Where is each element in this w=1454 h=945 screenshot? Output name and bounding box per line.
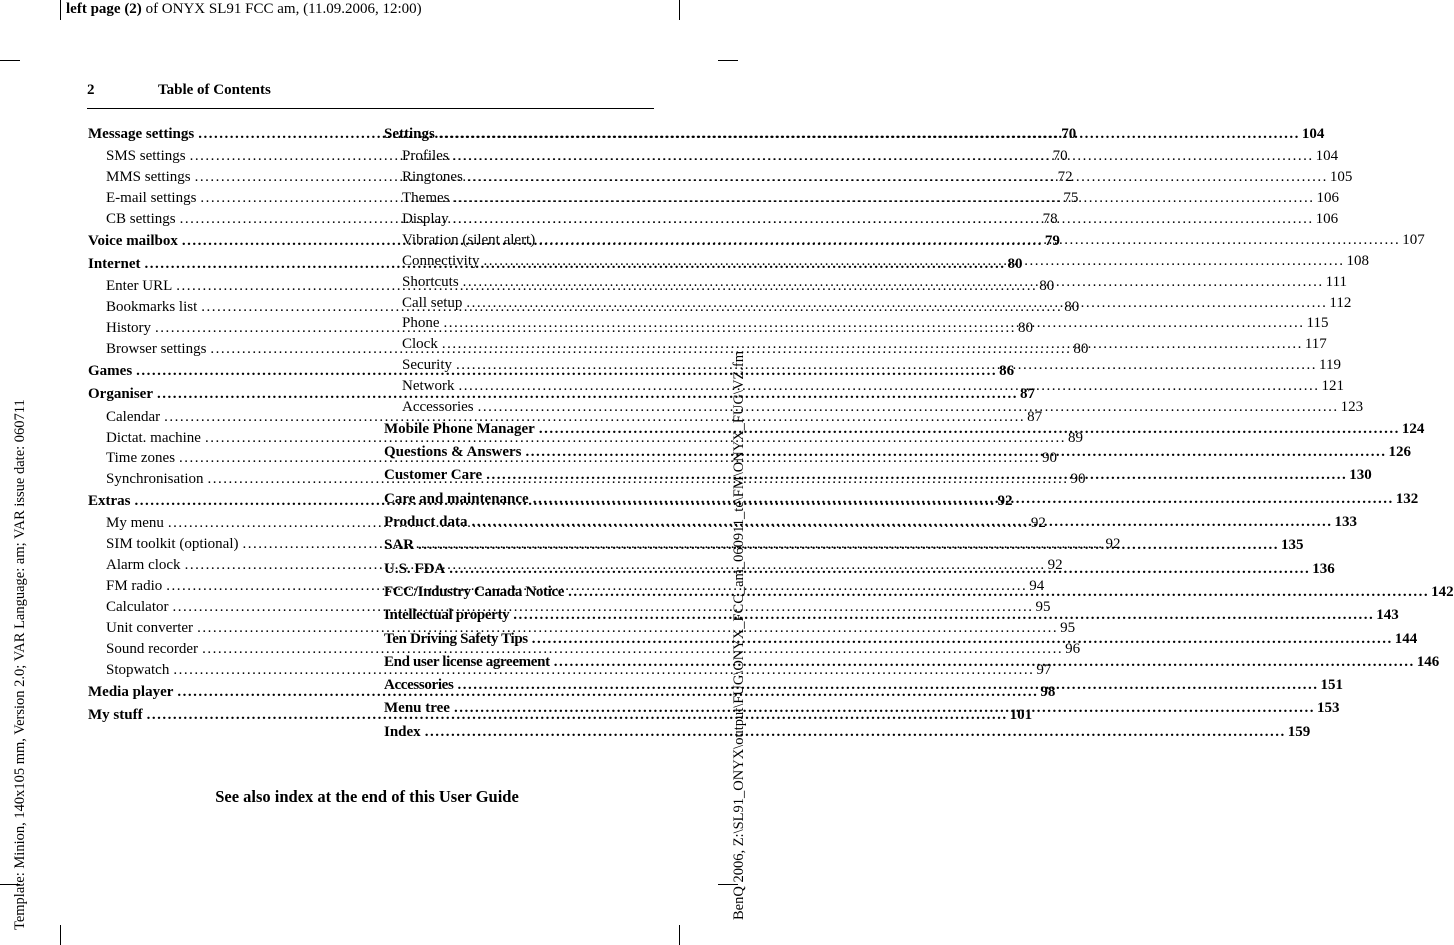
toc-entry-title: End user license agreement bbox=[384, 653, 550, 670]
header-rule bbox=[87, 108, 654, 109]
toc-entry-title: Alarm clock bbox=[106, 557, 181, 574]
dot-leader bbox=[425, 721, 1286, 744]
toc-entry-title: Phone bbox=[402, 315, 440, 332]
toc-entry-page: 80 bbox=[1064, 299, 1080, 316]
toc-entry-title: Enter URL bbox=[106, 278, 173, 295]
toc-entry-page: 70 bbox=[1061, 126, 1077, 142]
toc-entry-title: Media player bbox=[88, 683, 174, 700]
toc-entry-page: 96 bbox=[1065, 640, 1081, 657]
toc-entry-page: 132 bbox=[1395, 490, 1419, 507]
toc-entry-page: 106 bbox=[1315, 210, 1339, 227]
toc-entry-page: 106 bbox=[1316, 190, 1339, 207]
toc-entry-page: 95 bbox=[1060, 619, 1076, 636]
toc-entry-title: Security bbox=[402, 357, 452, 374]
crop-mark bbox=[718, 60, 738, 61]
toc-entry-title: Unit converter bbox=[106, 619, 194, 636]
toc-entry-title: History bbox=[106, 320, 151, 337]
toc-entry-page: 151 bbox=[1320, 677, 1343, 694]
dot-leader bbox=[444, 313, 1305, 334]
toc-entry-title: Clock bbox=[402, 336, 438, 353]
toc-entry-title: Ten Driving Safety Tips bbox=[384, 630, 528, 647]
toc-entry-title: Customer Care bbox=[384, 467, 483, 484]
toc-entry-page: 92 bbox=[1105, 536, 1121, 553]
toc-entry-page: 95 bbox=[1035, 599, 1051, 616]
toc-entry-page: 108 bbox=[1346, 252, 1369, 269]
toc-entry-page: 92 bbox=[1030, 515, 1046, 532]
toc-entry-page: 90 bbox=[1042, 450, 1058, 467]
toc-entry-page: 105 bbox=[1329, 169, 1353, 186]
dot-leader bbox=[454, 697, 1315, 720]
toc-entry-page: 144 bbox=[1394, 630, 1418, 647]
dot-leader bbox=[439, 123, 1300, 146]
toc-entry-page: 98 bbox=[1040, 683, 1056, 700]
toc-entry-page: 79 bbox=[1044, 232, 1060, 249]
toc-entry-page: 104 bbox=[1301, 126, 1325, 142]
toc-entry-title: Product data bbox=[384, 514, 468, 531]
toc-entry-title: Menu tree bbox=[384, 700, 450, 717]
toc-entry-page: 133 bbox=[1334, 514, 1357, 531]
toc-entry-page: 121 bbox=[1321, 378, 1344, 395]
toc-entry-title: Settings bbox=[384, 126, 435, 142]
toc-entry-title: Voice mailbox bbox=[88, 232, 178, 249]
dot-leader bbox=[459, 376, 1320, 397]
dot-leader bbox=[513, 604, 1374, 627]
toc-entry-page: 87 bbox=[1020, 386, 1035, 403]
toc-entry-page: 80 bbox=[1018, 320, 1033, 337]
toc-entry-title: My stuff bbox=[88, 706, 143, 723]
toc-entry-title: Bookmarks list bbox=[106, 299, 198, 316]
toc-subentry[interactable] bbox=[88, 407, 1043, 428]
crop-mark bbox=[679, 0, 680, 20]
toc-entry-page: 97 bbox=[1036, 661, 1052, 678]
toc-entry-title: CB settings bbox=[106, 210, 176, 227]
dot-leader bbox=[532, 628, 1393, 651]
dot-leader bbox=[471, 511, 1332, 534]
toc-entry-page: 146 bbox=[1416, 653, 1440, 670]
toc-entry-title: Ringtones bbox=[402, 169, 463, 186]
toc-entry-title: Network bbox=[402, 378, 455, 395]
toc-entry-title: Index bbox=[384, 723, 421, 740]
toc-entry-title: MMS settings bbox=[106, 169, 191, 186]
dot-leader bbox=[442, 334, 1303, 355]
toc-entry-title: Sound recorder bbox=[106, 640, 199, 657]
toc-entry-title: Mobile Phone Manager bbox=[384, 420, 535, 437]
toc-entry-page: 104 bbox=[1315, 148, 1339, 165]
toc-entry-title: Shortcuts bbox=[402, 273, 459, 290]
footer-note-text: See also index at the end of this User Guide bbox=[215, 787, 519, 806]
dot-leader bbox=[568, 581, 1429, 604]
dot-leader bbox=[539, 230, 1400, 251]
toc-entry-page: 126 bbox=[1388, 444, 1412, 461]
dot-leader bbox=[484, 251, 1345, 272]
toc-entry-title: Accessories bbox=[402, 398, 474, 415]
toc-entry-page: 107 bbox=[1402, 231, 1425, 248]
toc-entry-page: 72 bbox=[1057, 169, 1073, 186]
template-info: Template: Minion, 140x105 mm, Version 2.0; VAR Language: am; VAR issue date: 060711 bbox=[12, 399, 28, 930]
dot-leader bbox=[418, 534, 1279, 557]
toc-entry-title: SAR bbox=[384, 537, 415, 554]
toc-entry-title: Questions & Answers bbox=[384, 444, 522, 461]
crop-mark bbox=[60, 0, 61, 20]
toc-entry-page: 92 bbox=[1047, 557, 1063, 574]
toc-entry-title: Vibration (silent alert) bbox=[402, 231, 536, 248]
crop-mark bbox=[60, 925, 61, 945]
dot-leader bbox=[478, 397, 1339, 418]
toc-entry-title: Games bbox=[88, 363, 133, 380]
print-header-info: of ONYX SL91 FCC am, (11.09.2006, 12:00) bbox=[141, 1, 422, 17]
toc-entry-page: 86 bbox=[999, 363, 1015, 380]
toc-entry-page: 159 bbox=[1287, 723, 1311, 740]
dot-leader bbox=[539, 418, 1400, 441]
toc-entry-page: 111 bbox=[1325, 273, 1348, 290]
print-header-page: left page (2) bbox=[66, 1, 142, 17]
dot-leader bbox=[456, 355, 1317, 376]
toc-entry[interactable] bbox=[88, 123, 1077, 146]
dot-leader bbox=[466, 293, 1327, 314]
toc-entry-page: 101 bbox=[1009, 706, 1033, 723]
section-title: Table of Contents bbox=[158, 82, 271, 98]
toc-entry-title: Extras bbox=[88, 493, 131, 510]
toc-entry-title: Browser settings bbox=[106, 341, 207, 358]
toc-entry-page: 124 bbox=[1401, 420, 1425, 437]
toc-entry-page: 130 bbox=[1349, 467, 1372, 484]
toc-entry-page: 153 bbox=[1316, 700, 1340, 717]
dot-leader bbox=[533, 488, 1394, 511]
toc-entry-title: E-mail settings bbox=[106, 190, 197, 207]
toc-entry-title: Calculator bbox=[106, 599, 169, 616]
footer-note bbox=[0, 787, 738, 807]
toc-entry-page: 92 bbox=[997, 493, 1013, 510]
toc-entry-page: 119 bbox=[1319, 357, 1341, 374]
dot-leader bbox=[453, 146, 1314, 167]
crop-mark bbox=[679, 925, 680, 945]
toc-entry-title: Accessories bbox=[384, 677, 454, 694]
toc-entry-title: Stopwatch bbox=[106, 661, 170, 678]
toc-entry-title: Internet bbox=[88, 256, 141, 273]
toc-entry-title: My menu bbox=[106, 515, 164, 532]
toc-entry-page: 123 bbox=[1340, 398, 1364, 415]
toc-entry-page: 75 bbox=[1063, 190, 1079, 207]
toc-entry-title: Synchronisation bbox=[106, 471, 204, 488]
toc-entry-page: 80 bbox=[1007, 256, 1023, 273]
toc-entry-title: FM radio bbox=[106, 578, 163, 595]
print-header bbox=[66, 1, 422, 18]
dot-leader bbox=[486, 464, 1347, 487]
toc-entry-title: FCC/Industry Canada Notice bbox=[384, 583, 565, 600]
toc-entry-title: Care and maintenance bbox=[384, 490, 529, 507]
toc-entry-title: SIM toolkit (optional) bbox=[106, 536, 239, 553]
toc-entry-page: 80 bbox=[1073, 341, 1089, 358]
toc-subentry[interactable] bbox=[88, 639, 1081, 660]
dot-leader bbox=[526, 441, 1387, 464]
toc-entry-title: Message settings bbox=[88, 126, 195, 142]
toc-entry-page: 117 bbox=[1304, 336, 1327, 353]
dot-leader bbox=[457, 674, 1318, 697]
toc-entry-title: Connectivity bbox=[402, 252, 480, 269]
toc-entry-title: SMS settings bbox=[106, 148, 186, 165]
toc-entry-title: U.S. FDA bbox=[384, 560, 446, 577]
dot-leader bbox=[463, 272, 1324, 293]
dot-leader bbox=[453, 188, 1314, 209]
toc-entry-title: Time zones bbox=[106, 450, 176, 467]
toc-entry-page: 142 bbox=[1431, 583, 1454, 600]
dot-leader bbox=[467, 167, 1328, 188]
toc-entry-page: 80 bbox=[1039, 278, 1055, 295]
toc-entry-page: 94 bbox=[1029, 578, 1045, 595]
page-number: 2 bbox=[87, 82, 95, 98]
toc-entry-page: 70 bbox=[1052, 148, 1068, 165]
toc-entry-title: Call setup bbox=[402, 294, 463, 311]
toc-entry-page: 115 bbox=[1306, 315, 1329, 332]
dot-leader bbox=[449, 558, 1310, 581]
toc-entry-title: Intellectual property bbox=[384, 607, 510, 624]
toc-entry-page: 90 bbox=[1070, 471, 1086, 488]
toc-entry-page: 136 bbox=[1312, 560, 1335, 577]
toc-entry-title: Display bbox=[402, 210, 449, 227]
toc-entry-page: 78 bbox=[1042, 210, 1058, 227]
toc-entry-page: 112 bbox=[1329, 294, 1352, 311]
dot-leader bbox=[554, 651, 1415, 674]
dot-leader bbox=[453, 209, 1314, 230]
toc-entry-page: 135 bbox=[1281, 537, 1304, 554]
toc-entry-title: Dictat. machine bbox=[106, 429, 201, 446]
toc-entry-title: Themes bbox=[402, 190, 450, 207]
file-path: BenQ 2006, Z:\SL91_ONYX\output\FUG\ONYX_FCC_am_060911_te\FM\ONYX_FUG\VZ.fm bbox=[731, 350, 747, 920]
toc-entry-title: Organiser bbox=[88, 386, 153, 403]
toc-entry-title: Calendar bbox=[106, 408, 161, 425]
toc-entry[interactable] bbox=[384, 721, 1311, 744]
toc-entry-page: 89 bbox=[1067, 429, 1083, 446]
toc-entry-page: 143 bbox=[1376, 607, 1399, 624]
toc-entry-page: 87 bbox=[1027, 408, 1043, 425]
crop-mark bbox=[0, 60, 20, 61]
toc-entry-title: Profiles bbox=[402, 148, 449, 165]
